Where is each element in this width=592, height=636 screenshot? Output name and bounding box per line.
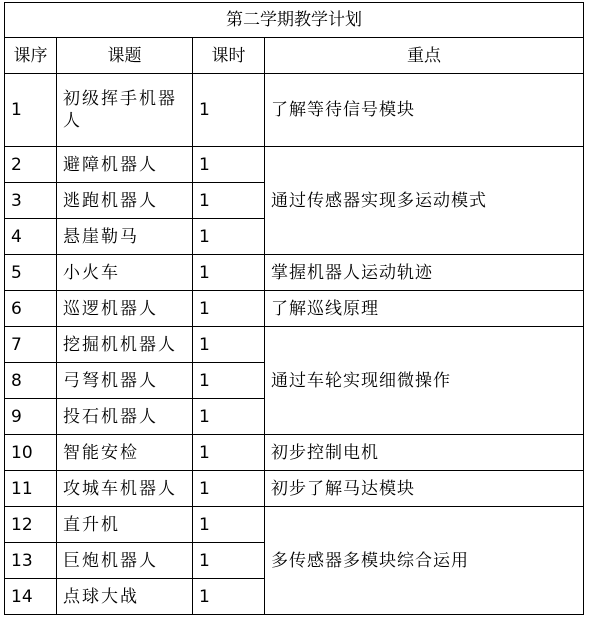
lesson-index: 13 — [5, 543, 57, 579]
lesson-hours: 1 — [193, 579, 265, 615]
header-topic: 课题 — [57, 38, 193, 74]
lesson-index: 6 — [5, 291, 57, 327]
lesson-focus: 了解巡线原理 — [265, 291, 584, 327]
header-row — [5, 38, 584, 74]
lesson-focus: 多传感器多模块综合运用 — [265, 507, 584, 615]
lesson-index: 8 — [5, 363, 57, 399]
lesson-index: 11 — [5, 471, 57, 507]
lesson-index: 9 — [5, 399, 57, 435]
lesson-index: 12 — [5, 507, 57, 543]
lesson-hours: 1 — [193, 291, 265, 327]
table-title: 第二学期教学计划 — [5, 3, 584, 38]
lesson-topic: 弓弩机器人 — [57, 363, 193, 399]
lesson-index: 5 — [5, 255, 57, 291]
table-row — [5, 435, 584, 471]
lesson-topic: 逃跑机器人 — [57, 183, 193, 219]
lesson-focus: 通过传感器实现多运动模式 — [265, 147, 584, 255]
lesson-focus: 了解等待信号模块 — [265, 74, 584, 147]
lesson-hours: 1 — [193, 435, 265, 471]
lesson-topic: 挖掘机机器人 — [57, 327, 193, 363]
lesson-index: 4 — [5, 219, 57, 255]
lesson-hours: 1 — [193, 543, 265, 579]
lesson-focus: 通过车轮实现细微操作 — [265, 327, 584, 435]
lesson-index: 14 — [5, 579, 57, 615]
lesson-index: 2 — [5, 147, 57, 183]
teaching-plan-table — [4, 2, 584, 615]
lesson-index: 7 — [5, 327, 57, 363]
lesson-topic: 避障机器人 — [57, 147, 193, 183]
lesson-topic: 点球大战 — [57, 579, 193, 615]
lesson-index: 3 — [5, 183, 57, 219]
lesson-focus: 初步控制电机 — [265, 435, 584, 471]
lesson-index: 10 — [5, 435, 57, 471]
table-row — [5, 147, 584, 183]
lesson-hours: 1 — [193, 363, 265, 399]
table-row — [5, 327, 584, 363]
lesson-index: 1 — [5, 74, 57, 147]
lesson-hours: 1 — [193, 74, 265, 147]
lesson-topic: 智能安检 — [57, 435, 193, 471]
lesson-topic: 悬崖勒马 — [57, 219, 193, 255]
header-hours: 课时 — [193, 38, 265, 74]
lesson-focus: 掌握机器人运动轨迹 — [265, 255, 584, 291]
lesson-topic: 直升机 — [57, 507, 193, 543]
lesson-focus: 初步了解马达模块 — [265, 471, 584, 507]
table-row — [5, 255, 584, 291]
table-row — [5, 507, 584, 543]
title-row — [5, 3, 584, 38]
table-row — [5, 291, 584, 327]
lesson-topic: 巡逻机器人 — [57, 291, 193, 327]
lesson-hours: 1 — [193, 471, 265, 507]
table-row — [5, 74, 584, 147]
lesson-topic: 攻城车机器人 — [57, 471, 193, 507]
table-row — [5, 471, 584, 507]
header-index: 课序 — [5, 38, 57, 74]
lesson-hours: 1 — [193, 507, 265, 543]
lesson-topic: 巨炮机器人 — [57, 543, 193, 579]
lesson-hours: 1 — [193, 183, 265, 219]
lesson-hours: 1 — [193, 219, 265, 255]
lesson-hours: 1 — [193, 255, 265, 291]
lesson-hours: 1 — [193, 399, 265, 435]
lesson-hours: 1 — [193, 327, 265, 363]
lesson-topic: 初级挥手机器人 — [57, 74, 193, 147]
lesson-topic: 投石机器人 — [57, 399, 193, 435]
lesson-topic: 小火车 — [57, 255, 193, 291]
lesson-hours: 1 — [193, 147, 265, 183]
header-focus: 重点 — [265, 38, 584, 74]
